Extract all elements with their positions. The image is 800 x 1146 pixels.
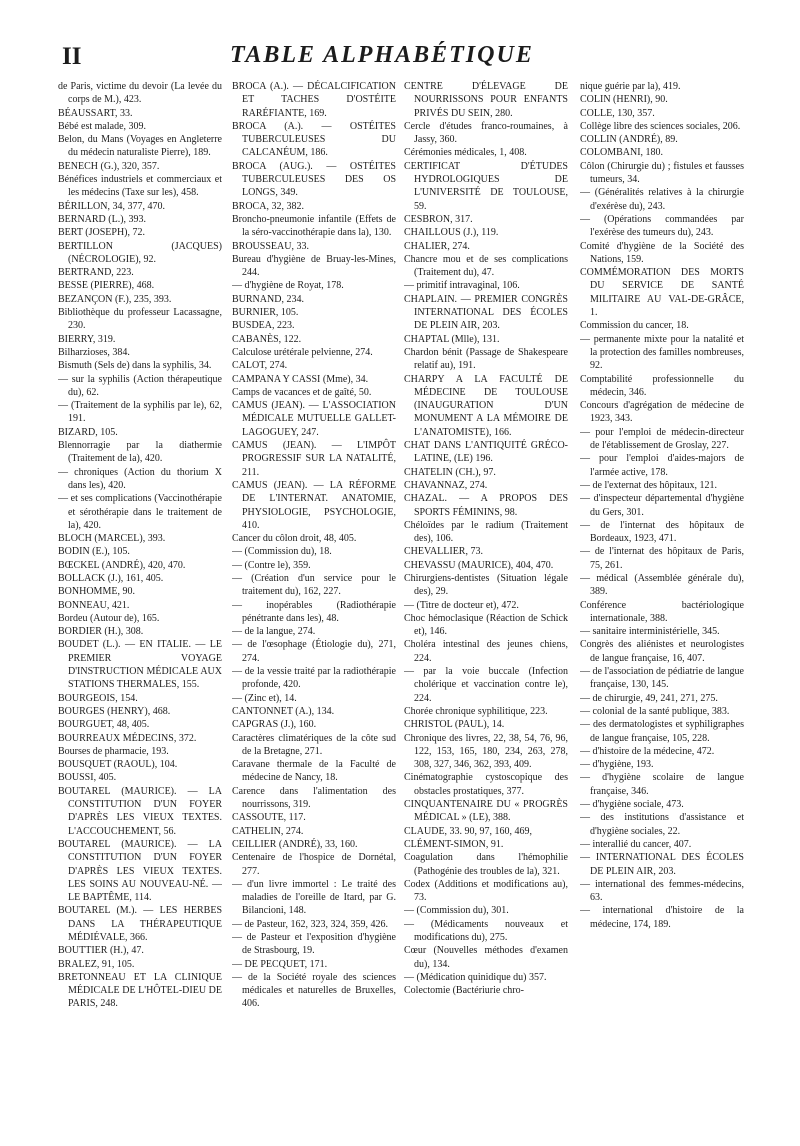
index-entry: BOURREAUX MÉDECINS, 372.: [58, 732, 197, 744]
index-entry: — de chirurgie, 49, 241, 271, 275.: [580, 692, 718, 704]
index-entry: BERTRAND, 223.: [58, 267, 134, 279]
index-entry: — (Opérations commandées par l'exérèse des tumeurs du), 243.: [580, 213, 744, 239]
index-entry: CHEVASSU (MAURICE), 404, 470.: [404, 559, 554, 571]
index-entry: Congrès des aliénistes et neurologistes de langue française, 16, 407.: [580, 639, 744, 664]
index-entry: CHAT DANS L'ANTIQUITÉ GRÉCO-LATINE, (LE) 196.: [404, 440, 568, 465]
index-entry: — de Pasteur et l'exposition d'hygiène de Strasbourg, 19.: [232, 932, 396, 957]
index-entry: CESBRON, 317.: [404, 213, 473, 225]
index-entry: BRETONNEAU ET LA CLINIQUE MÉDICALE DE L'HÔTEL-DIEU DE PARIS, 248.: [58, 971, 222, 1010]
index-entry: BOUTTIER (H.), 47.: [58, 945, 144, 957]
index-entry: — inopérables (Radiothérapie pénétrante dans les), 48.: [232, 599, 396, 624]
index-entry: BOUSQUET (RAOUL), 104.: [58, 759, 178, 771]
index-entry: — de l'association de pédiatrie de langue française, 130, 145.: [580, 666, 744, 691]
index-entry: Commission du cancer, 18.: [580, 320, 689, 332]
index-entry: COLLE, 130, 357.: [580, 107, 655, 119]
index-entry: COLIN (HENRI), 90.: [580, 94, 668, 106]
index-entry: CERTIFICAT D'ÉTUDES HYDROLOGIQUES DE L'UNIVERSITÉ DE TOULOUSE, 59.: [404, 160, 568, 212]
index-entry: — de l'internat des hôpitaux de Bordeaux, 1923, 471.: [580, 519, 744, 545]
index-entry: Chronique des livres, 22, 38, 54, 76, 96, 122, 153, 165, 180, 234, 263, 278, 308, 327, 346, 362, 393, 409.: [404, 732, 568, 771]
index-entry: COMMÉMORATION DES MORTS DU SERVICE DE SANTÉ MILITAIRE AU VAL-DE-GRÂCE, 1.: [580, 267, 744, 319]
index-entry: Calculose urétérale pelvienne, 274.: [232, 346, 373, 358]
index-column-4: [580, 80, 744, 931]
index-entry: — d'hygiène de Royat, 178.: [232, 280, 344, 292]
index-entry: Choc hémoclasique (Réaction de Schick et), 146.: [404, 612, 568, 638]
index-entry: Blennorragie par la diathermie (Traitement de la), 420.: [58, 440, 222, 465]
index-entry: BERTILLON (JACQUES) (NÉCROLOGIE), 92.: [58, 240, 222, 265]
index-entry: Chorée chronique syphilitique, 223.: [404, 705, 548, 717]
index-entry: BONNEAU, 421.: [58, 599, 130, 611]
index-entry: CAPGRAS (J.), 160.: [232, 719, 317, 731]
index-entry: — par la voie buccale (Infection cholérique et vaccination contre le), 224.: [404, 666, 568, 704]
index-entry: BIERRY, 319.: [58, 333, 116, 345]
index-entry: CABANÈS, 122.: [232, 333, 302, 345]
index-entry: de Paris, victime du devoir (La levée du corps de M.), 423.: [58, 81, 222, 106]
index-entry: BROUSSEAU, 33.: [232, 240, 309, 252]
index-entry: Bordeu (Autour de), 165.: [58, 612, 160, 624]
index-entry: Broncho-pneumonie infantile (Effets de la séro-vaccinothérapie dans la), 130.: [232, 213, 396, 239]
index-entry: — médical (Assemblée générale du), 389.: [580, 572, 744, 598]
index-entry: — d'un livre immortel : Le traité des maladies de l'oreille de Itard, par G. Bilancioni, 148.: [232, 878, 396, 917]
index-entry: CAMUS (JEAN). — L'IMPÔT PROGRESSIF SUR LA NATALITÉ, 211.: [232, 440, 396, 478]
index-entry: — international des femmes-médecins, 63.: [580, 878, 744, 904]
index-entry: Conférence bactériologique internationale, 388.: [580, 599, 744, 624]
index-entry: BONHOMME, 90.: [58, 586, 135, 598]
index-entry: Choléra intestinal des jeunes chiens, 224.: [404, 639, 568, 664]
index-entry: Chirurgiens-dentistes (Situation légale des), 29.: [404, 572, 568, 598]
index-entry: BUSDEA, 223.: [232, 320, 295, 332]
index-entry: BOUTAREL (MAURICE). — LA CONSTITUTION D'UN FOYER D'APRÈS LES VIEUX TEXTES. LES SOINS AU NOUVEAU-NÉ. — LE BAPTÊME, 114.: [58, 838, 222, 904]
index-entry: — d'hygiène, 193.: [580, 759, 654, 771]
index-entry: Cérémonies médicales, 1, 408.: [404, 147, 527, 159]
index-entry: — chroniques (Action du thorium X dans les), 420.: [58, 466, 222, 491]
index-entry: — d'hygiène sociale, 473.: [580, 799, 684, 811]
index-entry: — et ses complications (Vaccinothérapie et sérothérapie dans le traitement de la), 420.: [58, 493, 222, 531]
index-entry: BOURGEOIS, 154.: [58, 692, 138, 704]
index-entry: — (Commission du), 301.: [404, 905, 509, 917]
index-entry: Comité d'hygiène de la Société des Nations, 159.: [580, 240, 744, 265]
index-entry: BŒCKEL (ANDRÉ), 420, 470.: [58, 559, 186, 571]
index-entry: — sur la syphilis (Action thérapeutique du), 62.: [58, 373, 222, 398]
index-entry: Caractères climatériques de la côte sud de la Bretagne, 271.: [232, 732, 396, 757]
index-entry: BROCA, 32, 382.: [232, 200, 304, 212]
index-entry: CENTRE D'ÉLEVAGE DE NOURRISSONS POUR ENFANTS PRIVÉS DU SEIN, 280.: [404, 81, 568, 119]
index-entry: COLLIN (ANDRÉ), 89.: [580, 134, 678, 146]
index-entry: COLOMBANI, 180.: [580, 147, 664, 159]
index-entry: BLOCH (MARCEL), 393.: [58, 533, 166, 545]
index-entry: BRALEZ, 91, 105.: [58, 958, 135, 970]
index-entry: — international d'histoire de la médecine, 174, 189.: [580, 905, 744, 930]
index-entry: — d'inspecteur départemental d'hygiène du Gers, 301.: [580, 493, 744, 518]
index-entry: — sanitaire interministérielle, 345.: [580, 626, 720, 638]
index-entry: CAMPANA Y CASSI (Mme), 34.: [232, 373, 369, 385]
index-entry: BERNARD (L.), 393.: [58, 213, 147, 225]
index-entry: CHAZAL. — A PROPOS DES SPORTS FÉMININS, 98.: [404, 493, 568, 518]
index-entry: Chardon bénit (Passage de Shakespeare relatif au), 191.: [404, 346, 568, 372]
index-entry: — interallié du cancer, 407.: [580, 838, 692, 850]
index-entry: BÉRILLON, 34, 377, 470.: [58, 200, 165, 212]
index-entry: CHAVANNAZ, 274.: [404, 479, 488, 491]
index-entry: — de la langue, 274.: [232, 626, 316, 638]
index-entry: CLAUDE, 33. 90, 97, 160, 469,: [404, 825, 533, 837]
index-entry: — des institutions d'assistance et d'hygiène sociales, 22.: [580, 812, 744, 837]
index-entry: — DE PECQUET, 171.: [232, 958, 328, 970]
index-entry: — de l'externat des hôpitaux, 121.: [580, 479, 718, 491]
index-entry: BROCA (AUG.). — OSTÉITES TUBERCULEUSES DES OS LONGS, 349.: [232, 160, 396, 199]
index-entry: Bénéfices industriels et commerciaux et les médecins (Taxe sur les), 458.: [58, 174, 222, 199]
index-entry: — d'hygiène scolaire de langue française, 346.: [580, 772, 744, 797]
index-entry: CHEVALLIER, 73.: [404, 546, 483, 558]
index-entry: Cœur (Nouvelles méthodes d'examen du), 134.: [404, 945, 568, 970]
index-entry: nique guérie par la), 419.: [580, 81, 681, 92]
index-entry: BOURGUET, 48, 405.: [58, 719, 150, 731]
index-entry: Bibliothèque du professeur Lacassagne, 230.: [58, 307, 222, 332]
index-entry: Carence dans l'alimentation des nourrissons, 319.: [232, 785, 396, 811]
index-entry: BEZANÇON (F.), 235, 393.: [58, 293, 172, 305]
index-entry: BOLLACK (J.), 161, 405.: [58, 572, 164, 584]
index-entry: Bourses de pharmacie, 193.: [58, 745, 169, 757]
index-entry: CASSOUTE, 117.: [232, 812, 306, 824]
index-entry: — (Titre de docteur et), 472.: [404, 599, 519, 611]
index-entry: Cercle d'études franco-roumaines, à Jassy, 360.: [404, 120, 568, 146]
index-entry: — (Création d'un service pour le traitement du), 162, 227.: [232, 572, 396, 598]
index-entry: — INTERNATIONAL DES ÉCOLES DE PLEIN AIR, 203.: [580, 852, 744, 877]
index-entry: — (Généralités relatives à la chirurgie d'exérèse du), 243.: [580, 187, 744, 212]
index-entry: BENECH (G.), 320, 357.: [58, 160, 160, 172]
index-entry: CAMUS (JEAN). — L'ASSOCIATION MÉDICALE MUTUELLE GALLET-LAGOGUEY, 247.: [232, 400, 396, 438]
index-entry: — pour l'emploi de médecin-directeur de l'établissement de Groslay, 227.: [580, 426, 744, 452]
index-entry: CHARPY A LA FACULTÉ DE MÉDECINE DE TOULOUSE (INAUGURATION D'UN MONUMENT A LA MÉMOIRE DE L'ANATOMISTE), 166.: [404, 373, 568, 438]
index-entry: Centenaire de l'hospice de Dornétal, 277.: [232, 852, 396, 877]
index-entry: Caravane thermale de la Faculté de médecine de Nancy, 18.: [232, 759, 396, 784]
index-entry: Côlon (Chirurgie du) ; fistules et fausses tumeurs, 34.: [580, 160, 744, 186]
index-entry: Colectomie (Bactériurie chro-: [404, 985, 524, 997]
index-entry: Codex (Additions et modifications au), 73.: [404, 878, 568, 904]
index-entry: CLÉMENT-SIMON, 91.: [404, 838, 504, 850]
index-entry: BROCA (A.). — OSTÉITES TUBERCULEUSES DU CALCANÉUM, 186.: [232, 120, 396, 159]
index-entry: Belon, du Mans (Voyages en Angleterre du médecin naturaliste Pierre), 189.: [58, 134, 222, 159]
index-entry: — pour l'emploi d'aides-majors de l'armée active, 178.: [580, 453, 744, 478]
index-entry: — de la Société royale des sciences médicales et naturelles de Bruxelles, 406.: [232, 971, 396, 1010]
index-entry: CHAPLAIN. — PREMIER CONGRÈS INTERNATIONAL DES ÉCOLES DE PLEIN AIR, 203.: [404, 293, 568, 332]
index-entry: BERT (JOSEPH), 72.: [58, 227, 146, 239]
index-entry: BOUSSI, 405.: [58, 772, 117, 784]
index-entry: Chancre mou et de ses complications (Traitement du), 47.: [404, 253, 568, 279]
index-entry: — de l'œsophage (Étiologie du), 271, 274.: [232, 639, 396, 664]
index-entry: Bismuth (Sels de) dans la syphilis, 34.: [58, 360, 212, 372]
index-entry: BOUDET (L.). — EN ITALIE. — LE PREMIER VOYAGE D'INSTRUCTION MÉDICALE AUX STATIONS THERMALES, 155.: [58, 639, 222, 691]
index-entry: — des dermatologistes et syphiligraphes de langue française, 105, 228.: [580, 719, 744, 744]
index-entry: CHRISTOL (PAUL), 14.: [404, 719, 505, 731]
index-entry: Collège libre des sciences sociales, 206.: [580, 120, 741, 132]
index-entry: — (Commission du), 18.: [232, 546, 332, 558]
index-entry: BOUTAREL (MAURICE). — LA CONSTITUTION D'UN FOYER D'APRÈS LES VIEUX TEXTES. L'ACCOUCHEMENT, 56.: [58, 785, 222, 837]
index-entry: — (Contre le), 359.: [232, 559, 311, 571]
index-entry: Concours d'agrégation de médecine de 1923, 343.: [580, 400, 744, 425]
index-entry: Bébé est malade, 309.: [58, 120, 147, 132]
index-entry: Chéloïdes par le radium (Traitement des), 106.: [404, 519, 568, 545]
index-entry: CHAILLOUS (J.), 119.: [404, 227, 499, 239]
index-column-3: [404, 80, 568, 997]
index-entry: — (Traitement de la syphilis par le), 62, 191.: [58, 400, 222, 425]
index-entry: BURNAND, 234.: [232, 293, 304, 305]
index-column-1: [58, 80, 222, 1011]
page-title: TABLE ALPHABÉTIQUE: [230, 42, 534, 68]
index-entry: — primitif intravaginal, 106.: [404, 280, 520, 292]
index-entry: — d'histoire de la médecine, 472.: [580, 745, 715, 757]
index-entry: BESSE (PIERRE), 468.: [58, 280, 155, 292]
index-entry: CAMUS (JEAN). — LA RÉFORME DE L'INTERNAT. ANATOMIE, PHYSIOLOGIE, PSYCHOLOGIE, 410.: [232, 479, 396, 531]
index-entry: CINQUANTENAIRE DU « PROGRÈS MÉDICAL » (LE), 388.: [404, 799, 568, 824]
index-entry: Comptabilité professionnelle du médecin, 346.: [580, 373, 744, 398]
index-columns: [58, 80, 758, 1136]
index-entry: — de l'internat des hôpitaux de Paris, 75, 261.: [580, 546, 744, 571]
index-entry: Bilharzioses, 384.: [58, 346, 130, 358]
index-entry: CALOT, 274.: [232, 360, 288, 372]
index-entry: CEILLIER (ANDRÉ), 33, 160.: [232, 838, 358, 850]
page-number: II: [62, 43, 82, 70]
index-entry: BORDIER (H.), 308.: [58, 626, 144, 638]
index-entry: BÉAUSSART, 33.: [58, 107, 133, 119]
index-column-2: [232, 80, 396, 1011]
index-entry: — permanente mixte pour la natalité et la protection des familles nombreuses, 92.: [580, 333, 744, 372]
index-entry: Bureau d'hygiène de Bruay-les-Mines, 244.: [232, 253, 396, 279]
index-entry: CANTONNET (A.), 134.: [232, 705, 335, 717]
index-entry: BURNIER, 105.: [232, 307, 299, 319]
index-entry: Cinématographie cystoscopique des obstacles prostatiques, 377.: [404, 772, 568, 797]
index-entry: BROCA (A.). — DÉCALCIFICATION ET TACHES D'OSTÉITE RARÉFIANTE, 169.: [232, 81, 396, 119]
index-entry: Cancer du côlon droit, 48, 405.: [232, 533, 357, 545]
index-entry: — de Pasteur, 162, 323, 324, 359, 426.: [232, 918, 388, 930]
index-entry: — de la vessie traité par la radiothérapie profonde, 420.: [232, 666, 396, 691]
index-entry: — (Médicaments nouveaux et modifications du), 275.: [404, 918, 568, 943]
index-entry: CHALIER, 274.: [404, 240, 470, 252]
index-entry: BODIN (E.), 105.: [58, 546, 130, 558]
index-entry: BOUTAREL (M.). — LES HERBES DANS LA THÉRAPEUTIQUE MÉDIÉVALE, 366.: [58, 905, 222, 943]
index-entry: — colonial de la santé publique, 383.: [580, 705, 730, 717]
index-entry: BIZARD, 105.: [58, 426, 118, 438]
index-entry: CATHELIN, 274.: [232, 825, 304, 837]
index-entry: CHAPTAL (Mlle), 131.: [404, 333, 500, 345]
index-entry: BOURGES (HENRY), 468.: [58, 705, 171, 717]
index-entry: — (Médication quinidique du) 357.: [404, 971, 547, 983]
index-entry: CHATELIN (CH.), 97.: [404, 466, 496, 478]
index-entry: Coagulation dans l'hémophilie (Pathogénie des troubles de la), 321.: [404, 852, 568, 877]
index-entry: Camps de vacances et de gaîté, 50.: [232, 386, 372, 398]
index-entry: — (Zinc et), 14.: [232, 692, 297, 704]
